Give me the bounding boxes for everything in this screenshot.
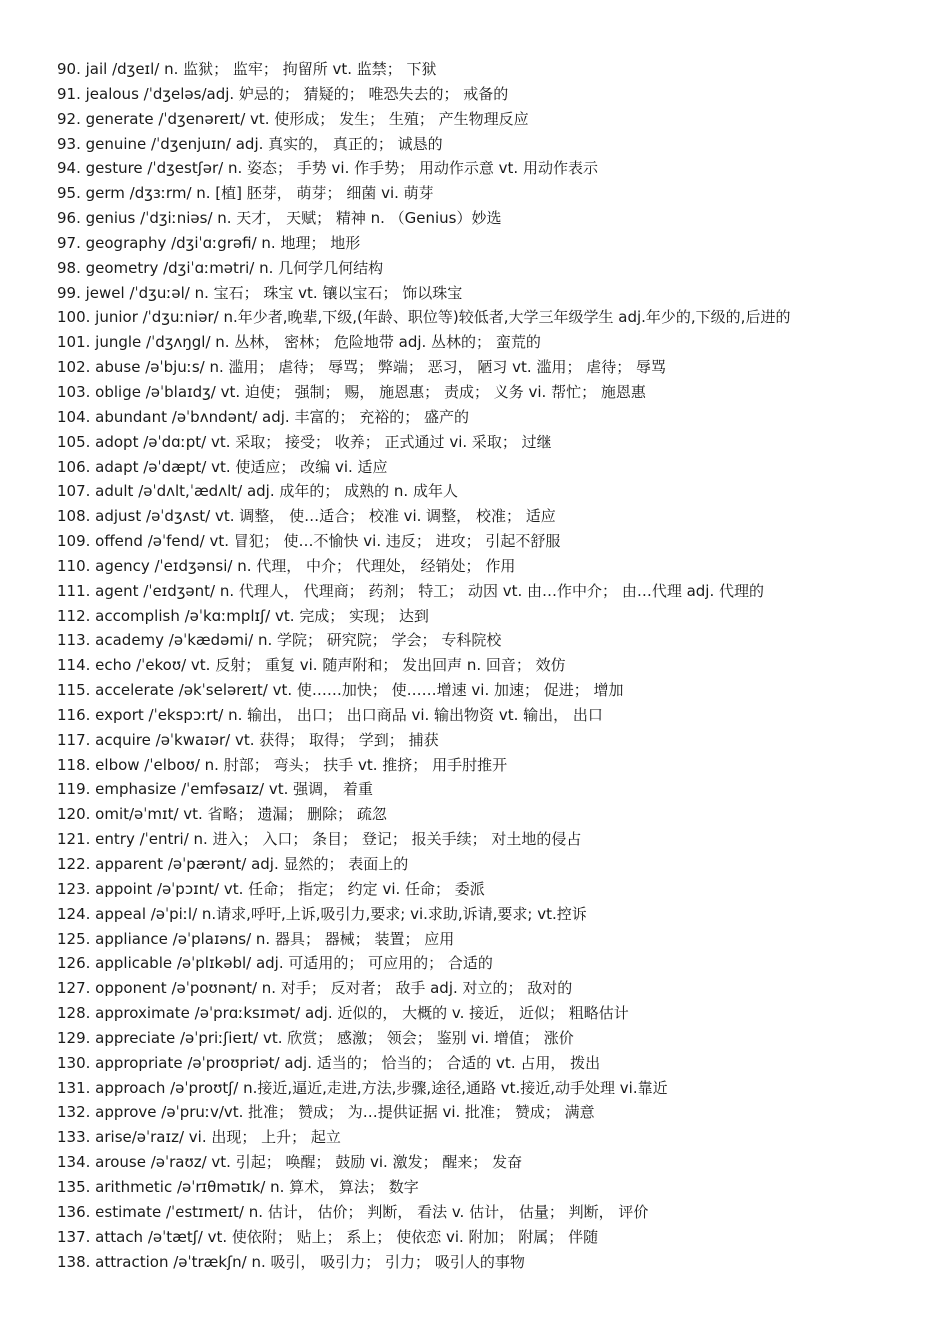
entry-text: 92. generate /ˈdʒenəreɪt/ vt. 使形成； 发生； 生殖； 产生物理反应 — [57, 109, 529, 128]
entry-text: 103. oblige /əˈblaɪdʒ/ vt. 迫使； 强制； 赐， 施恩惠； 责成； 义务 vi. 帮忙； 施恩惠 — [57, 382, 646, 401]
vocabulary-entry — [57, 777, 937, 802]
entry-text: 124. appeal /əˈpiːl/ n.请求,呼吁,上诉,吸引力,要求; vi.求助,诉请,要求; vt.控诉 — [57, 904, 587, 923]
vocabulary-entry — [57, 1026, 937, 1051]
entry-text: 104. abundant /əˈbʌndənt/ adj. 丰富的； 充裕的； 盛产的 — [57, 407, 469, 426]
vocabulary-entry — [57, 430, 937, 455]
vocabulary-entry — [57, 1051, 937, 1076]
vocabulary-entry — [57, 927, 937, 952]
entry-text: 121. entry /ˈentri/ n. 进入； 入口； 条目； 登记； 报关手续； 对土地的侵占 — [57, 830, 582, 849]
vocabulary-entry — [57, 380, 937, 405]
vocabulary-entry — [57, 1001, 937, 1026]
entry-text: 98. geometry /dʒiˈɑːmətri/ n. 几何学几何结构 — [57, 258, 384, 277]
vocabulary-entry — [57, 902, 937, 927]
vocabulary-entry — [57, 256, 937, 281]
vocabulary-entry — [57, 82, 937, 107]
vocabulary-entry — [57, 57, 937, 82]
entry-text: 137. attach /əˈtætʃ/ vt. 使依附； 贴上； 系上； 使依恋 vi. 附加； 附属； 伴随 — [57, 1227, 599, 1246]
vocabulary-entry — [57, 827, 937, 852]
entry-text: 97. geography /dʒiˈɑːgrəfi/ n. 地理； 地形 — [57, 233, 361, 252]
vocabulary-entry — [57, 305, 937, 330]
entry-text: 107. adult /əˈdʌlt,ˈædʌlt/ adj. 成年的； 成熟的 n. 成年人 — [57, 482, 458, 501]
vocabulary-entry — [57, 628, 937, 653]
entry-text: 125. appliance /əˈplaɪəns/ n. 器具； 器械； 装置； 应用 — [57, 929, 455, 948]
vocabulary-entry — [57, 703, 937, 728]
entry-text: 111. agent /ˈeɪdʒənt/ n. 代理人， 代理商； 药剂； 特工； 动因 vt. 由…作中介； 由…代理 adj. 代理的 — [57, 581, 765, 600]
entry-text: 123. appoint /əˈpɔɪnt/ vt. 任命； 指定； 约定 vi. 任命； 委派 — [57, 879, 485, 898]
entry-text: 138. attraction /əˈtrækʃn/ n. 吸引， 吸引力； 引力； 吸引人的事物 — [57, 1252, 525, 1271]
entry-text: 113. academy /əˈkædəmi/ n. 学院； 研究院； 学会； 专科院校 — [57, 631, 502, 650]
entry-text: 114. echo /ˈekoʊ/ vt. 反射； 重复 vi. 随声附和； 发出回声 n. 回音； 效仿 — [57, 656, 566, 675]
entry-text: 110. agency /ˈeɪdʒənsi/ n. 代理， 中介； 代理处， 经销处； 作用 — [57, 556, 516, 575]
vocabulary-entry — [57, 231, 937, 256]
vocabulary-entry — [57, 579, 937, 604]
entry-text: 93. genuine /ˈdʒenjuɪn/ adj. 真实的， 真正的； 诚恳的 — [57, 134, 443, 153]
entry-text: 129. appreciate /əˈpriːʃieɪt/ vt. 欣赏； 感激； 领会； 鉴别 vi. 增值； 涨价 — [57, 1028, 574, 1047]
entry-text: 122. apparent /əˈpærənt/ adj. 显然的； 表面上的 — [57, 855, 409, 873]
entry-text: 99. jewel /ˈdʒuːəl/ n. 宝石； 珠宝 vt. 镶以宝石； 饰以珠宝 — [57, 283, 463, 302]
entry-text: 112. accomplish /əˈkɑːmplɪʃ/ vt. 完成； 实现； 达到 — [57, 606, 429, 625]
entry-text: 117. acquire /əˈkwaɪər/ vt. 获得； 取得； 学到； 捕获 — [57, 730, 439, 749]
entry-text: 91. jealous /ˈdʒeləs/adj. 妒忌的； 猜疑的； 唯恐失去的； 戒备的 — [57, 84, 509, 103]
vocabulary-entry — [57, 728, 937, 753]
vocabulary-entry — [57, 479, 937, 504]
entry-text: 134. arouse /əˈraʊz/ vt. 引起； 唤醒； 鼓励 vi. 激发； 醒来； 发奋 — [57, 1153, 523, 1172]
vocabulary-entry — [57, 951, 937, 976]
entry-text: 119. emphasize /ˈemfəsaɪz/ vt. 强调， 着重 — [57, 780, 373, 799]
vocabulary-entry — [57, 405, 937, 430]
vocabulary-entry — [57, 604, 937, 629]
entry-text: 131. approach /əˈproʊtʃ/ n.接近,逼近,走进,方法,步骤,途径,通路 vt.接近,动手处理 vi.靠近 — [57, 1078, 668, 1097]
entry-text: 133. arise/əˈraɪz/ vi. 出现； 上升； 起立 — [57, 1128, 341, 1147]
vocabulary-entry — [57, 181, 937, 206]
vocabulary-entry — [57, 1150, 937, 1175]
entry-text: 108. adjust /əˈdʒʌst/ vt. 调整， 使…适合； 校准 vi. 调整， 校准； 适应 — [57, 507, 556, 526]
vocabulary-entry — [57, 1250, 937, 1275]
vocabulary-entry — [57, 653, 937, 678]
vocabulary-entry — [57, 877, 937, 902]
entry-text: 128. approximate /əˈprɑːksɪmət/ adj. 近似的， 大概的 v. 接近， 近似； 粗略估计 — [57, 1004, 629, 1023]
entry-text: 100. junior /ˈdʒuːniər/ n.年少者,晚辈,下级,(年龄、职位等)较低者,大学三年级学生 adj.年少的,下级的,后进的 — [57, 308, 791, 327]
vocabulary-entry — [57, 281, 937, 306]
entry-text: 106. adapt /əˈdæpt/ vt. 使适应； 改编 vi. 适应 — [57, 457, 388, 476]
vocabulary-entry — [57, 678, 937, 703]
vocabulary-list — [57, 57, 937, 1274]
vocabulary-entry — [57, 355, 937, 380]
vocabulary-entry — [57, 156, 937, 181]
entry-text: 135. arithmetic /əˈrɪθmətɪk/ n. 算术， 算法； 数字 — [57, 1177, 419, 1196]
entry-text: 95. germ /dʒɜːrm/ n. [植] 胚芽， 萌芽； 细菌 vi. 萌芽 — [57, 184, 434, 203]
entry-text: 120. omit/əˈmɪt/ vt. 省略； 遗漏； 删除； 疏忽 — [57, 805, 387, 824]
vocabulary-entry — [57, 529, 937, 554]
vocabulary-entry — [57, 1076, 937, 1101]
entry-text: 136. estimate /ˈestɪmeɪt/ n. 估计， 估价； 判断， 看法 v. 估计， 估量； 判断， 评价 — [57, 1202, 649, 1221]
entry-text: 105. adopt /əˈdɑːpt/ vt. 采取； 接受； 收养； 正式通过 vi. 采取； 过继 — [57, 432, 552, 451]
vocabulary-entry — [57, 206, 937, 231]
entry-text: 101. jungle /ˈdʒʌŋgl/ n. 丛林， 密林； 危险地带 adj. 丛林的； 蛮荒的 — [57, 333, 541, 352]
entry-text: 96. genius /ˈdʒiːniəs/ n. 天才， 天赋； 精神 n. （Genius）妙选 — [57, 209, 502, 228]
vocabulary-entry — [57, 554, 937, 579]
entry-text: 132. approve /əˈpruːv/vt. 批准； 赞成； 为…提供证据 vi. 批准； 赞成； 满意 — [57, 1103, 595, 1122]
vocabulary-entry — [57, 132, 937, 157]
entry-text: 109. offend /əˈfend/ vt. 冒犯； 使…不愉快 vi. 违反； 进攻； 引起不舒服 — [57, 532, 561, 551]
entry-text: 90. jail /dʒeɪl/ n. 监狱； 监牢； 拘留所 vt. 监禁； 下狱 — [57, 60, 437, 78]
vocabulary-entry — [57, 1200, 937, 1225]
entry-text: 127. opponent /əˈpoʊnənt/ n. 对手； 反对者； 敌手 adj. 对立的； 敌对的 — [57, 979, 573, 998]
entry-text: 94. gesture /ˈdʒestʃər/ n. 姿态； 手势 vi. 作手势； 用动作示意 vt. 用动作表示 — [57, 159, 598, 178]
vocabulary-entry — [57, 107, 937, 132]
vocabulary-entry — [57, 330, 937, 355]
entry-text: 102. abuse /əˈbjuːs/ n. 滥用； 虐待； 辱骂； 弊端； 恶习， 陋习 vt. 滥用； 虐待； 辱骂 — [57, 358, 666, 377]
entry-text: 116. export /ˈekspɔːrt/ n. 输出， 出口； 出口商品 vi. 输出物资 vt. 输出， 出口 — [57, 705, 603, 724]
entry-text: 126. applicable /əˈplɪkəbl/ adj. 可适用的； 可应用的； 合适的 — [57, 954, 493, 973]
vocabulary-entry — [57, 1225, 937, 1250]
vocabulary-entry — [57, 1175, 937, 1200]
vocabulary-entry — [57, 852, 937, 877]
vocabulary-entry — [57, 1125, 937, 1150]
entry-text: 130. appropriate /əˈproʊpriət/ adj. 适当的； 恰当的； 合适的 vt. 占用， 拨出 — [57, 1053, 601, 1072]
entry-text: 115. accelerate /əkˈseləreɪt/ vt. 使……加快； 使……增速 vi. 加速； 促进； 增加 — [57, 681, 624, 700]
vocabulary-entry — [57, 753, 937, 778]
vocabulary-entry — [57, 802, 937, 827]
vocabulary-entry — [57, 976, 937, 1001]
vocabulary-entry — [57, 504, 937, 529]
entry-text: 118. elbow /ˈelboʊ/ n. 肘部； 弯头； 扶手 vt. 推挤； 用手肘推开 — [57, 755, 508, 774]
vocabulary-entry — [57, 455, 937, 480]
vocabulary-entry — [57, 1100, 937, 1125]
